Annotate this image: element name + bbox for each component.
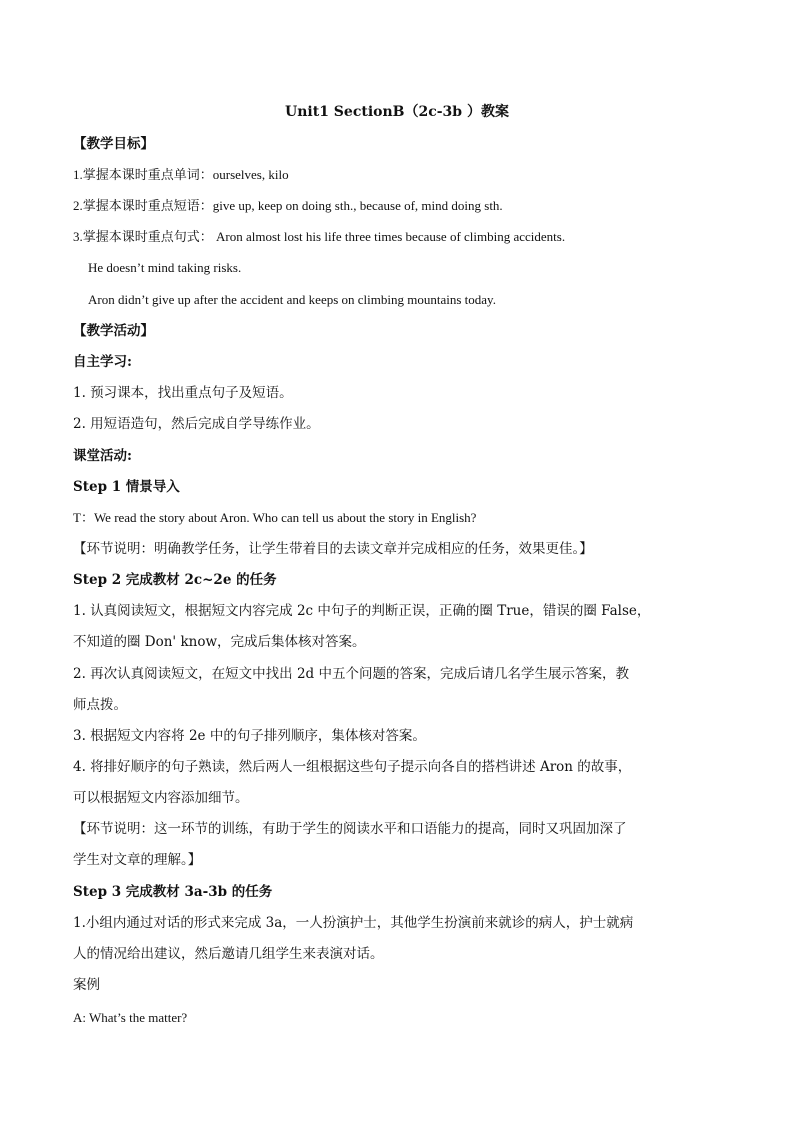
objective-3-sentence-3: Aron didn’t give up after the accident and keeps on climbing mountains today. [88,292,496,307]
step-2-item-3: 3. 根据短文内容将 2e 中的句子排列顺序，集体核对答案。 [73,728,426,744]
step-3-item-1-line-2: 人的情况给出建议，然后邀请几组学生来表演对话。 [73,946,384,962]
step-2-heading: Step 2 完成教材 2c~2e 的任务 [73,572,277,588]
objective-2: 2.掌握本课时重点短语：give up, keep on doing sth., because of, mind doing sth. [73,198,503,213]
step-2-item-4-line-2: 可以根据短文内容添加细节。 [73,790,249,806]
objective-1: 1.掌握本课时重点单词：ourselves, kilo [73,167,289,182]
heading-class-activities: 课堂活动: [73,448,132,464]
step-3-item-1-line-1: 1.小组内通过对话的形式来完成 3a，一人扮演护士，其他学生扮演前来就诊的病人，护士就病 [73,915,634,931]
step-1-heading: Step 1 情景导入 [73,479,180,495]
self-study-item-1: 1. 预习课本，找出重点句子及短语。 [73,385,293,401]
step-3-heading: Step 3 完成教材 3a-3b 的任务 [73,884,273,900]
step-2-item-2-line-2: 师点拨。 [73,697,127,713]
document-title: Unit1 SectionB（2c-3b ）教案 [285,104,509,120]
step-2-item-1-line-2: 不知道的圈 Don' know，完成后集体核对答案。 [73,634,366,650]
dialogue-line-a: A: What’s the matter? [73,1010,188,1025]
heading-self-study: 自主学习: [73,354,132,370]
objective-3-sentence-2: He doesn’t mind taking risks. [88,260,242,275]
objective-3: 3.掌握本课时重点句式： Aron almost lost his life three times because of climbing accidents. [73,229,566,244]
step-2-item-2-line-1: 2. 再次认真阅读短文，在短文中找出 2d 中五个问题的答案，完成后请几名学生展示答案，教 [73,666,629,682]
self-study-item-2: 2. 用短语造句，然后完成自学导练作业。 [73,416,320,432]
heading-objectives: 【教学目标】 [73,136,154,152]
step-1-note: 【环节说明：明确教学任务，让学生带着目的去读文章并完成相应的任务，效果更佳。】 [73,541,593,557]
teacher-line: T：We read the story about Aron. Who can tell us about the story in English? [73,510,477,525]
case-label: 案例 [73,977,100,993]
step-2-note-line-2: 学生对文章的理解。】 [73,852,202,868]
step-2-note-line-1: 【环节说明：这一环节的训练，有助于学生的阅读水平和口语能力的提高，同时又巩固加深了 [73,821,627,837]
step-2-item-1-line-1: 1. 认真阅读短文，根据短文内容完成 2c 中句子的判断正误，正确的圈 True，错误的圈 False， [73,603,651,619]
heading-activities: 【教学活动】 [73,323,154,339]
step-2-item-4-line-1: 4. 将排好顺序的句子熟读，然后两人一组根据这些句子提示向各自的搭档讲述 Aron 的故事， [73,759,632,775]
